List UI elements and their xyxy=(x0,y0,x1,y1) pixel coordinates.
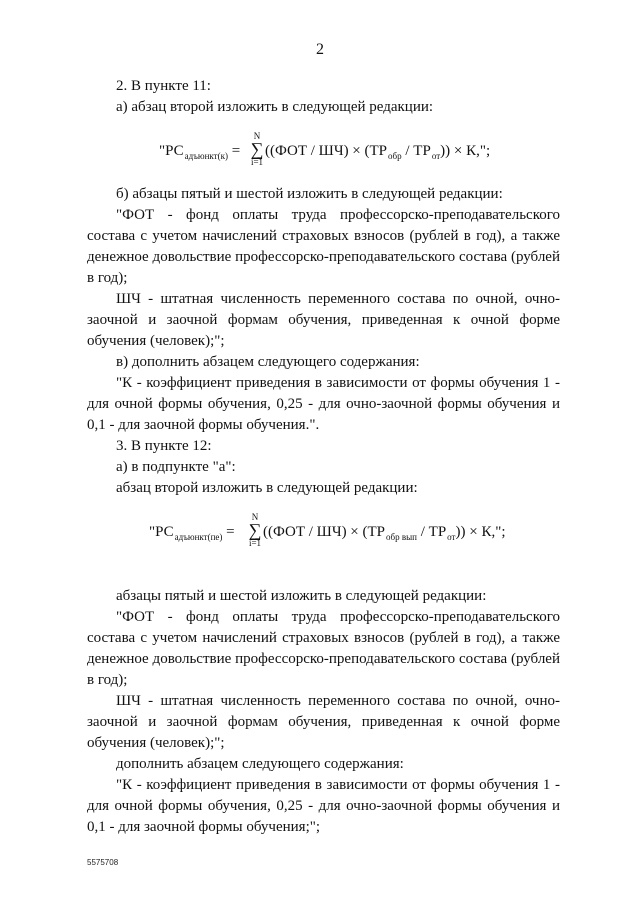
page-number: 2 xyxy=(316,41,324,58)
document-body xyxy=(87,76,560,838)
paragraph-k-2: "К - коэффициент приведения в зависимости от формы обучения 1 - для очной формы обучения, 0,25 - для очно-заочной формы обучения и 0,1 - для заочной формы обучения;"; xyxy=(87,777,560,835)
line-item-2: 2. В пункте 11: xyxy=(116,78,211,94)
formula-1-left: "$РС_{адъюнкт(к)}$ = xyxy=(159,143,241,161)
paragraph-k-1: "К - коэффициент приведения в зависимости от формы обучения 1 - для очной формы обучения, 0,25 - для очно-заочной формы обучения и 0,1 - для заочной формы обучения.". xyxy=(87,375,560,433)
line-abzacy-5-6: абзацы пятый и шестой изложить в следующей редакции: xyxy=(116,588,487,604)
formula-2-left: "$РС_{адъюнкт(пе)}$ = xyxy=(149,524,235,542)
formula-1-right: $((ФОТ / ШЧ) \times (ТР_{обр} / ТР_{от})) \times К$,"; xyxy=(265,143,491,161)
line-subitem-a-2: а) в подпункте "а": xyxy=(116,459,236,475)
formula-1-sum-icon: N ∑ i=1 xyxy=(250,131,264,167)
line-subitem-b: б) абзацы пятый и шестой изложить в следующей редакции: xyxy=(116,186,503,202)
formula-2-right: $((ФОТ / ШЧ) \times (ТР_{обр вып} / ТР_{от})) \times К$,"; xyxy=(263,524,506,542)
line-item-3: 3. В пункте 12: xyxy=(116,438,212,454)
line-abzac-second: абзац второй изложить в следующей редакции: xyxy=(116,480,418,496)
paragraph-shch-1: ШЧ - штатная численность переменного состава по очной, очно-заочной и заочной формам обучения, приведенная к очной форме обучения (человек);"; xyxy=(87,291,560,349)
paragraph-fot-1: "ФОТ - фонд оплаты труда профессорско-преподавательского состава с учетом начислений страховых взносов (рублей в год), а также денежное довольствие профессорско-преподавательского состава (рублей в год); xyxy=(87,207,560,286)
formula-2 xyxy=(87,499,560,565)
line-dopolnit: дополнить абзацем следующего содержания: xyxy=(116,756,404,772)
document-code: 5575708 xyxy=(87,858,119,867)
paragraph-fot-2: "ФОТ - фонд оплаты труда профессорско-преподавательского состава с учетом начислений страховых взносов (рублей в год), а также денежное довольствие профессорско-преподавательского состава (рублей в год); xyxy=(87,609,560,688)
formula-2-sum-icon: N ∑ i=1 xyxy=(248,512,262,548)
line-subitem-a: а) абзац второй изложить в следующей редакции: xyxy=(116,99,434,115)
paragraph-shch-2: ШЧ - штатная численность переменного состава по очной, очно-заочной и заочной формам обучения, приведенная к очной форме обучения (человек);"; xyxy=(87,693,560,751)
spacer xyxy=(87,565,560,586)
line-subitem-v: в) дополнить абзацем следующего содержания: xyxy=(116,354,420,370)
formula-1 xyxy=(87,118,560,184)
